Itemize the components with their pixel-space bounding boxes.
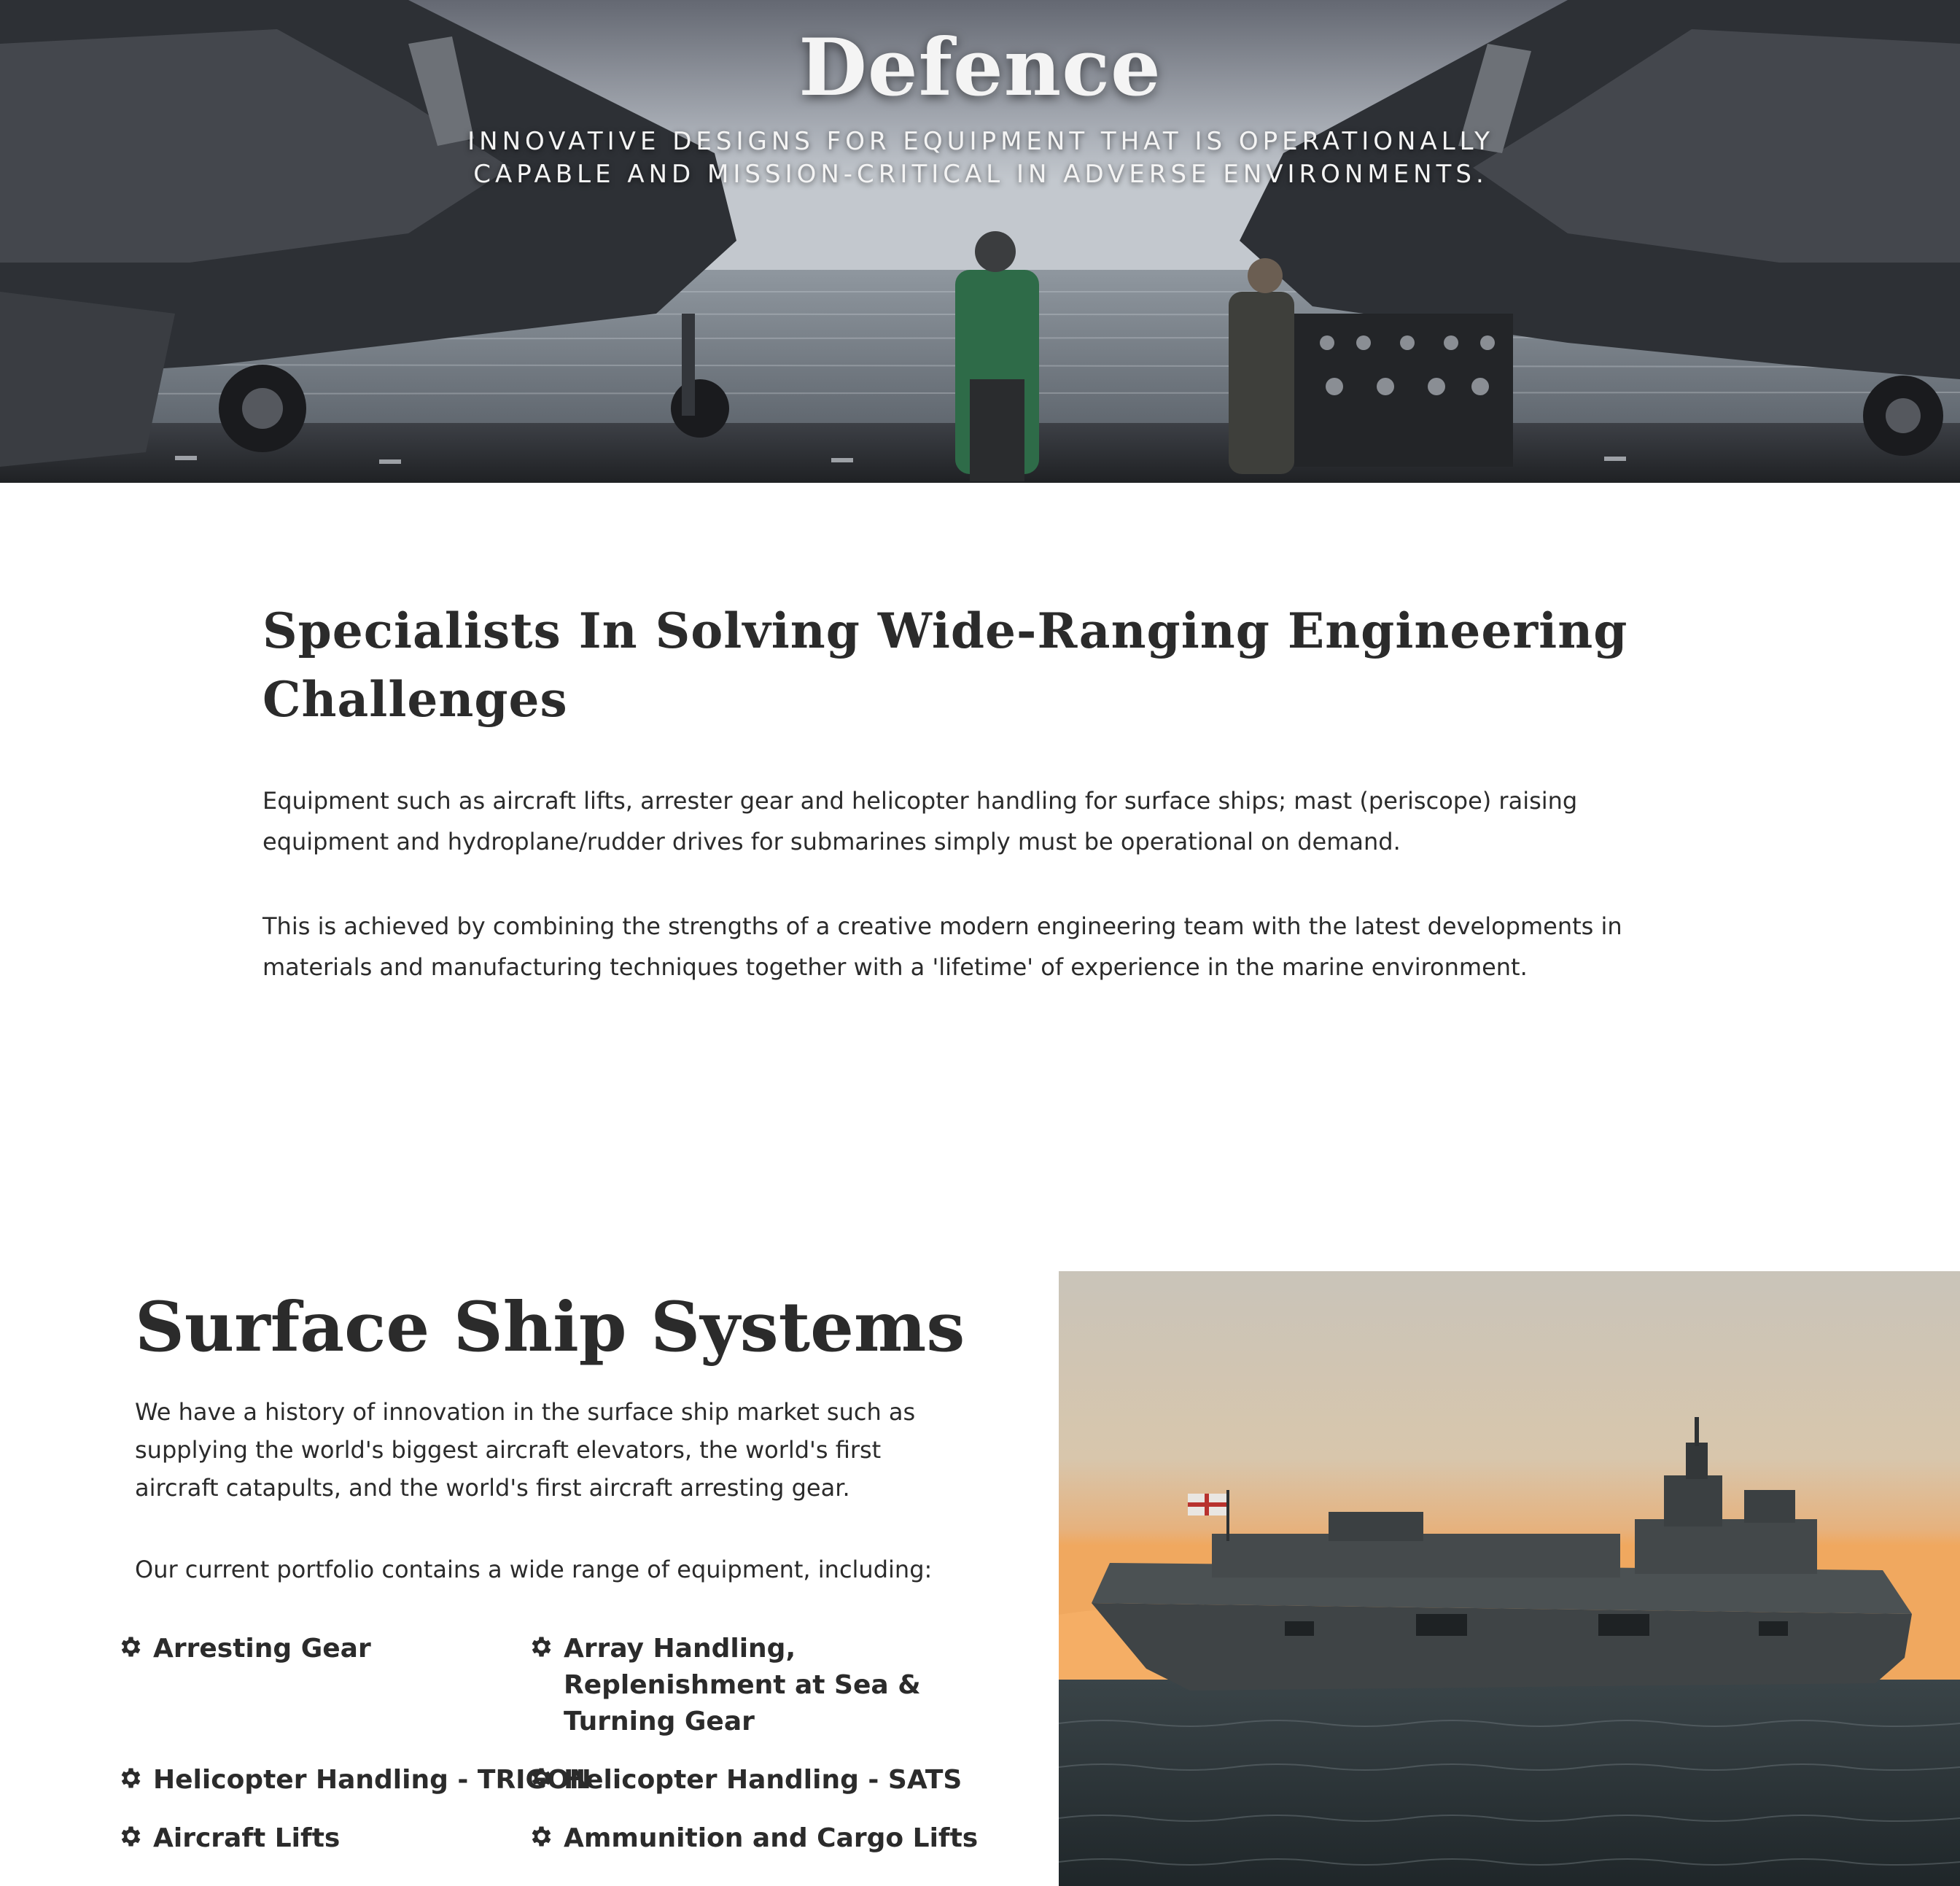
equipment-label: Turning Gear (564, 1707, 755, 1736)
hero-title: Defence (798, 22, 1162, 114)
equipment-item (527, 1820, 978, 1857)
gear-icon (117, 1634, 143, 1660)
gear-icon (527, 1823, 553, 1850)
equipment-item (117, 1820, 340, 1857)
ship-image (1059, 1271, 1960, 1886)
equipment-label: Replenishment at Sea & (564, 1670, 921, 1700)
gear-icon (527, 1765, 553, 1791)
equipment-label: Helicopter Handling - TRIGON (153, 1765, 591, 1795)
gear-icon (117, 1765, 143, 1791)
section-paragraph-2: Our current portfolio contains a wide range of equipment, including: (135, 1556, 933, 1583)
gear-icon (117, 1823, 143, 1850)
equipment-label: Array Handling, (564, 1634, 796, 1664)
equipment-label: Helicopter Handling - SATS (564, 1765, 962, 1795)
equipment-item (117, 1631, 371, 1667)
equipment-item (527, 1631, 921, 1740)
intro-paragraph-1: Equipment such as aircraft lifts, arrester gear and helicopter handling for surface ships; mast (periscope) raising equipment and hydroplane/rudder drives for submarines simply must be operational on demand. (262, 787, 1578, 855)
equipment-label: Arresting Gear (153, 1634, 371, 1664)
hero-subtitle: INNOVATIVE DESIGNS FOR EQUIPMENT THAT IS OPERATIONALLY CAPABLE AND MISSION-CRITICAL IN ADVERSE ENVIRONMENTS. (467, 127, 1494, 189)
hero-banner (0, 0, 1960, 483)
section-paragraph-1: We have a history of innovation in the surface ship market such as supplying the world's biggest aircraft elevators, the world's first aircraft catapults, and the world's first aircraft arresting gear. (135, 1398, 916, 1502)
ship-photo (1059, 1271, 1960, 1886)
section-title: Surface Ship Systems (135, 1287, 965, 1367)
intro-heading-line2: Challenges (262, 671, 568, 728)
equipment-item (117, 1762, 591, 1798)
gear-icon (527, 1634, 553, 1660)
intro-heading-line1: Specialists In Solving Wide-Ranging Engineering (262, 602, 1628, 659)
intro-heading (262, 597, 1684, 734)
equipment-item (527, 1762, 962, 1798)
intro-paragraph-2: This is achieved by combining the strengths of a creative modern engineering team with the latest developments in materials and manufacturing techniques together with a 'lifetime' of experience in the marine environment. (262, 912, 1622, 981)
equipment-label: Aircraft Lifts (153, 1823, 341, 1853)
equipment-label: Ammunition and Cargo Lifts (564, 1823, 979, 1853)
